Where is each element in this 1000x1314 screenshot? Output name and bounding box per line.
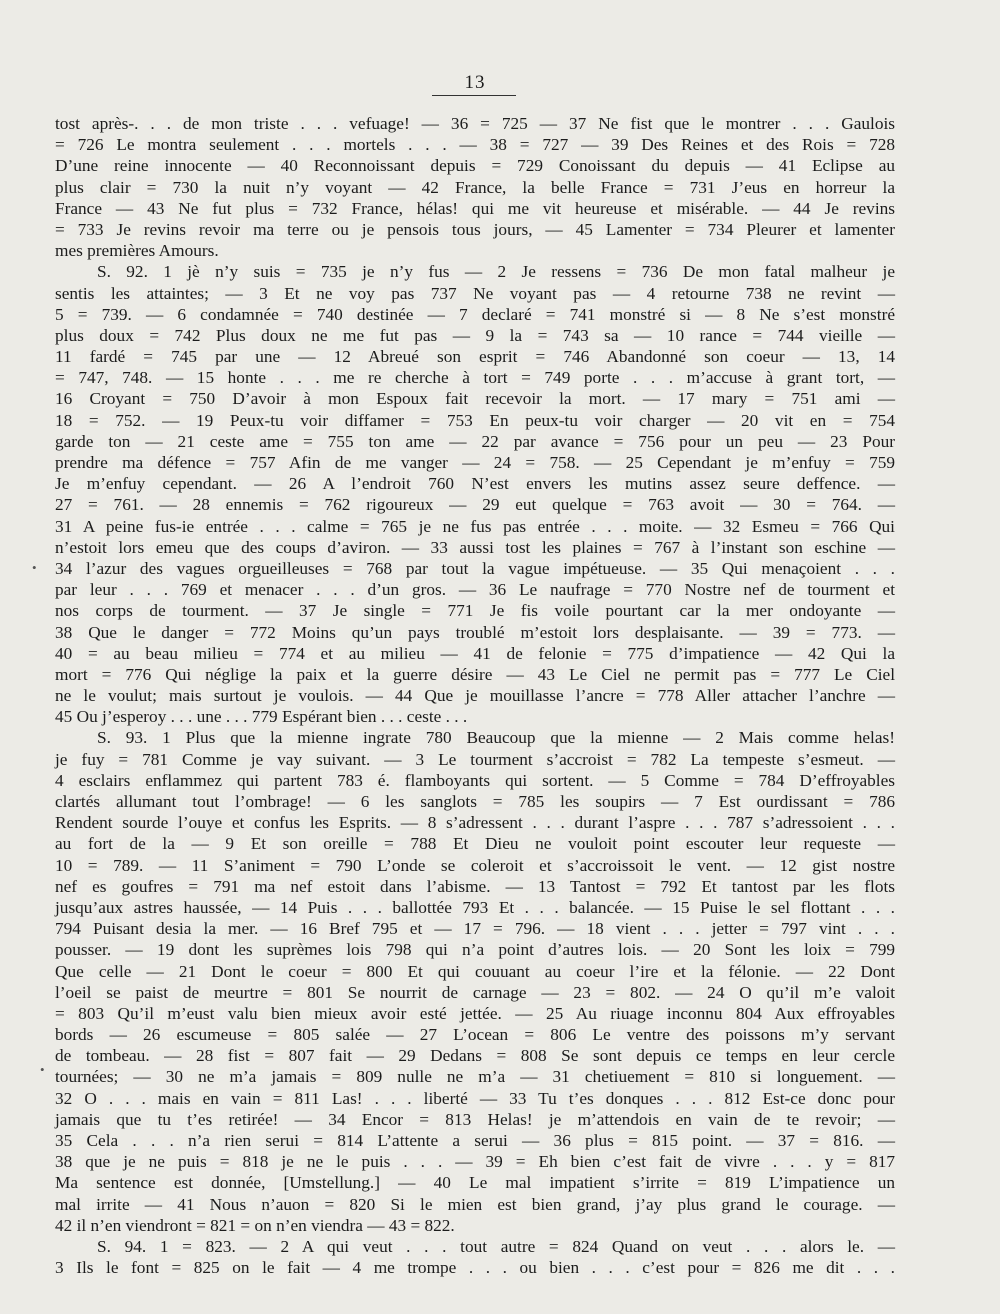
body-text xyxy=(55,113,895,1278)
text-line: jamais que tu t’es retirée! — 34 Encor = 813 Helas! je m’attendois en vain de te revoir; — xyxy=(55,1109,895,1129)
text-line: 4 esclairs enflammez qui partent 783 é. flamboyants qui sortent. — 5 Comme = 784 D’effroyables xyxy=(55,770,895,790)
text-line: 31 A peine fus-ie entrée . . . calme = 765 je ne fus pas entrée . . . moite. — 32 Esmeu = 766 Qui xyxy=(55,516,895,536)
paragraph-start-line: S. 92. 1 jè n’y suis = 735 je n’y fus — 2 Je ressens = 736 De mon fatal malheur je xyxy=(97,262,895,282)
text-line: tournées; — 30 ne m’a jamais = 809 nulle ne m’a — 31 chetiuement = 810 si longuement. — xyxy=(55,1067,895,1087)
text-line: 794 Puisant desia la mer. — 16 Bref 795 et — 17 = 796. — 18 vient . . . jetter = 797 vint . . . xyxy=(55,919,895,939)
paragraph-start-line: S. 94. 1 = 823. — 2 A qui veut . . . tout autre = 824 Quand on veut . . . alors le. — xyxy=(97,1236,895,1256)
text-line: garde ton — 21 ceste ame = 755 ton ame — 22 par avance = 756 pour un peu — 23 Pour xyxy=(55,431,895,451)
text-line: 35 Cela . . . n’a rien serui = 814 L’attente a serui — 36 plus = 815 point. — 37 = 816. — xyxy=(55,1131,895,1150)
text-line: 27 = 761. — 28 ennemis = 762 rigoureux — 29 eut quelque = 763 avoit — 30 = 764. — xyxy=(55,495,895,515)
text-line: 10 = 789. — 11 S’animent = 790 L’onde se coleroit et s’accroissoit le vent. — 12 gist nostre xyxy=(55,855,895,875)
text-line: mal irrite — 41 Nous n’auon = 820 Si le mien est bien grand, j’ay plus grand le courage. — xyxy=(55,1194,895,1214)
margin-dot: • xyxy=(40,1062,45,1077)
margin-dot: • xyxy=(32,560,37,575)
text-line: Je m’enfuy cependant. — 26 A l’endroit 760 N’est envers les mutins assez seure deffence. — xyxy=(55,474,895,494)
text-line: 3 Ils le font = 825 on le fait — 4 me trompe . . . ou bien . . . c’est pour = 826 me dit . . . xyxy=(55,1258,895,1278)
text-line: 32 O . . . mais en vain = 811 Las! . . . liberté — 33 Tu t’es donques . . . 812 Est-ce donc pour xyxy=(55,1088,895,1108)
text-line: 11 fardé = 745 par une — 12 Abreué son esprit = 746 Abandonné son coeur — 13, 14 xyxy=(55,347,895,367)
page-number: 13 xyxy=(464,72,486,93)
text-line: = 733 Je revins revoir ma terre ou je pensois tous jours, — 45 Lamenter = 734 Pleurer et lamenter xyxy=(55,219,895,239)
text-line: 45 Ou j’esperoy . . . une . . . 779 Espérant bien . . . ceste . . . xyxy=(55,707,468,727)
text-line: bords — 26 escumeuse = 805 salée — 27 L’ocean = 806 Le ventre des poissons m’y servant xyxy=(55,1025,895,1045)
text-line: Que celle — 21 Dont le coeur = 800 Et qui couuant au coeur l’ire et la félonie. — 22 Dont xyxy=(55,961,895,981)
text-line: tost après-. . . de mon triste . . . vefuage! — 36 = 725 — 37 Ne fist que le montrer . . . Gaulois xyxy=(55,114,895,133)
text-line: 18 = 752. — 19 Peux-tu voir diffamer = 753 En peux-tu voir charger — 20 vit en = 754 xyxy=(55,410,895,430)
text-line: n’estoit lors emeu que des coups d’aviron. — 33 aussi tost les plaines = 767 à l’instant son eschine — xyxy=(55,537,895,557)
text-line: nos corps de tourment. — 37 Je single = 771 Je fis voile pourtant car la mer ondoyante — xyxy=(55,601,895,621)
text-line: plus doux = 742 Plus doux ne me fut pas — 9 la = 743 sa — 10 rance = 744 vieille — xyxy=(55,325,895,345)
text-line: clartés allumant tout l’ombrage! — 6 les sanglots = 785 les soupirs — 7 Est ourdissant = 786 xyxy=(55,792,895,811)
text-line: plus clair = 730 la nuit n’y voyant — 42 France, la belle France = 731 J’eus en horreur la xyxy=(55,177,895,197)
text-line: nef es goufres = 791 ma nef estoit dans l’abisme. — 13 Tantost = 792 Et tantost par les flots xyxy=(55,876,895,896)
text-line: = 726 Le montra seulement . . . mortels . . . — 38 = 727 — 39 Des Reines et des Rois = 728 xyxy=(55,135,895,155)
text-line: 40 = au beau milieu = 774 et au milieu — 41 de felonie = 775 d’impatience — 42 Qui la xyxy=(55,643,895,663)
text-line: France — 43 Ne fut plus = 732 France, hélas! qui me vit heureuse et misérable. — 44 Je revins xyxy=(55,198,895,218)
text-line: 16 Croyant = 750 D’avoir à mon Espoux fait recevoir la mort. — 17 mary = 751 ami — xyxy=(55,389,895,409)
text-line: ne le voulut; mais surtout je voulois. — 44 Que je mouillasse l’ancre = 778 Aller attacher l’anchre — xyxy=(55,686,895,706)
page-number-rule xyxy=(432,95,516,96)
text-line: 38 que je ne puis = 818 je ne le puis . . . — 39 = Eh bien c’est fait de vivre . . . y = 817 xyxy=(55,1152,895,1172)
paragraph-start-line: S. 93. 1 Plus que la mienne ingrate 780 Beaucoup que la mienne — 2 Mais comme helas! xyxy=(97,728,895,748)
text-line: Rendent sourde l’ouye et confus les Esprits. — 8 s’adressent . . . durant l’aspre . . . 787 s’adressoient . . . xyxy=(55,813,895,833)
text-line: prendre ma défence = 757 Afin de me vanger — 24 = 758. — 25 Cependant je m’enfuy = 759 xyxy=(55,453,895,472)
text-line: = 747, 748. — 15 honte . . . me re cherche à tort = 749 porte . . . m’accuse à grant tort, — xyxy=(55,368,895,388)
text-line: de tombeau. — 28 fist = 807 fait — 29 Dedans = 808 Se sont depuis ce temps en leur cercle xyxy=(55,1046,895,1066)
text-line: mes premières Amours. xyxy=(55,241,219,261)
text-line: pousser. — 19 dont les suprèmes lois 798 qui n’a point d’autres lois. — 20 Sont les loix = 799 xyxy=(55,940,895,960)
text-line: 34 l’azur des vagues orgueilleuses = 768 par tout la vague impétueuse. — 35 Qui menaçoient . . . xyxy=(55,558,895,578)
text-line: = 803 Qu’il m’eust valu bien mieux avoir esté jettée. — 25 Au riuage inconnu 804 Aux effroyables xyxy=(55,1003,895,1023)
text-line: 38 Que le danger = 772 Moins qu’un pays troublé m’estoit lors desplaisante. — 39 = 773. — xyxy=(55,622,895,642)
text-line: par leur . . . 769 et menacer . . . d’un gros. — 36 Le naufrage = 770 Nostre nef de tourment et xyxy=(55,580,895,600)
text-line: 42 il n’en viendront = 821 = on n’en viendra — 43 = 822. xyxy=(55,1215,455,1235)
text-line: je fuy = 781 Comme je vay suivant. — 3 Le tourment s’accroist = 782 La tempeste s’esmeut. — xyxy=(55,749,895,769)
text-line: jusqu’aux astres haussée, — 14 Puis . . . ballottée 793 Et . . . balancée. — 15 Puise le sel flottant . . . xyxy=(55,897,895,917)
text-line: Ma sentence est donnée, [Umstellung.] — 40 Le mal impatient s’irrite = 819 L’impatience un xyxy=(55,1173,895,1193)
text-line: 5 = 739. — 6 condamnée = 740 destinée — 7 declaré = 741 monstré si — 8 Ne s’est monstré xyxy=(55,304,895,324)
text-line: au fort de la — 9 Et son oreille = 788 Et Dieu ne vouloit point escouter leur requeste — xyxy=(55,834,895,854)
text-line: mort = 776 Qui néglige la paix et la guerre désire — 43 Le Ciel ne permit pas = 777 Le Ciel xyxy=(55,664,895,684)
text-line: sentis les attaintes; — 3 Et ne voy pas 737 Ne voyant pas — 4 retourne 738 ne revint — xyxy=(55,283,895,303)
text-line: D’une reine innocente — 40 Reconnoissant depuis = 729 Conoissant du depuis — 41 Eclipse au xyxy=(55,156,895,176)
text-line: l’oeil se paist de meurtre = 801 Se nourrit de carnage — 23 = 802. — 24 O qu’il m’e valoit xyxy=(55,982,895,1002)
